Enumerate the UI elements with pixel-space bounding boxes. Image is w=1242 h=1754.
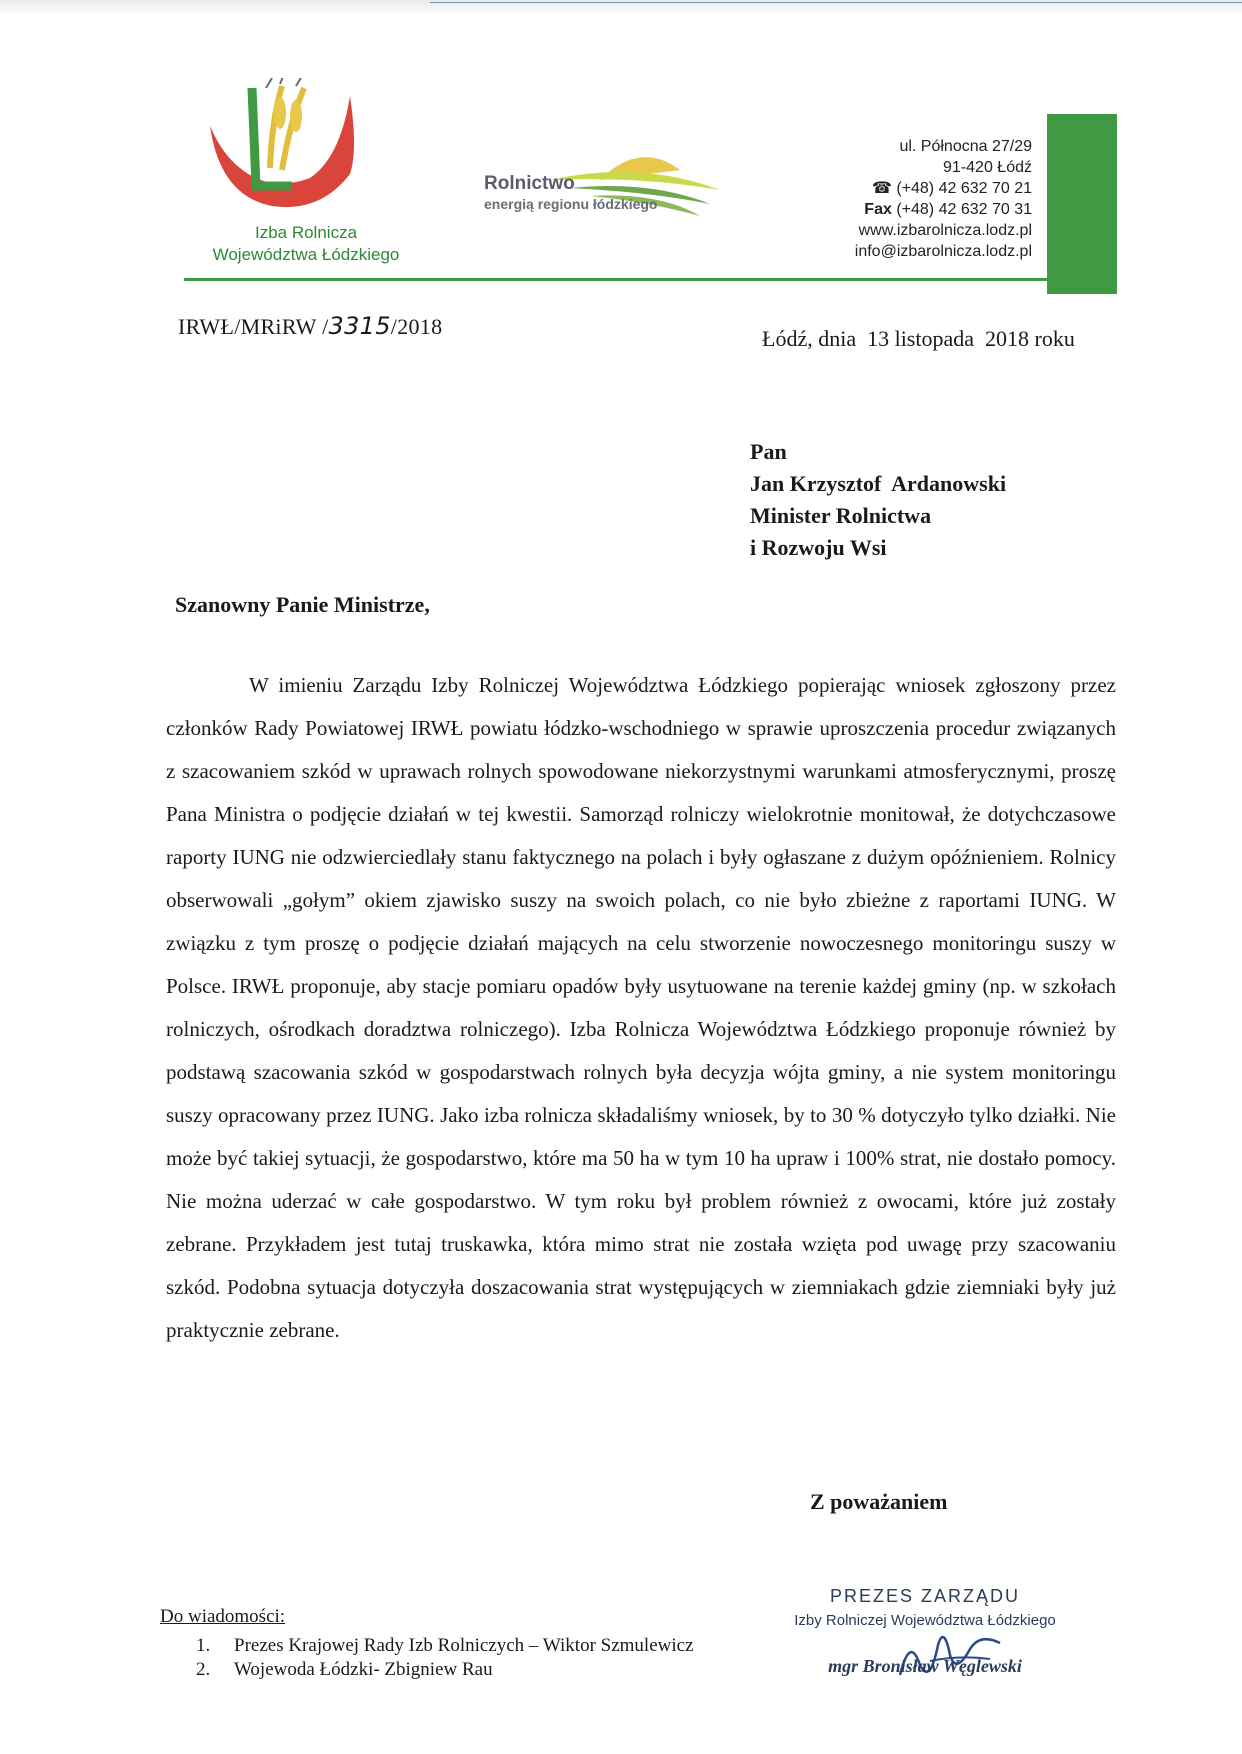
contact-street: ul. Północna 27/29 xyxy=(899,138,1032,155)
ref-handwritten-number: 3315 xyxy=(328,312,391,340)
cc-list xyxy=(196,1634,694,1682)
letter-body: W imieniu Zarządu Izby Rolniczej Województwa Łódzkiego popierając wniosek zgłoszony przez członków Rady Powiatowej IRWŁ powiatu łódzko-wschodniego w sprawie uproszczenia procedur związanych z szacowaniem szkód w uprawach rolnych spowodowane niekorzystnymi warunkami atmosferycznymi, proszę Pana Ministra o podjęcie działań w tej kwestii. Samorząd rolniczy wielokrotnie monitował, że dotychczasowe raporty IUNG nie odzwierciedlały stanu faktycznego na polach i były ogłaszane z dużym opóźnieniem. Rolnicy obserwowali „gołym” okiem zjawisko suszy na swoich polach, co nie było zbieżne z raportami IUNG. W związku z tym proszę o podjęcie działań mających na celu stworzenie nowoczesnego monitoringu suszy w Polsce. IRWŁ proponuje, aby stacje pomiaru opadów były usytuowane na terenie każdej gminy (np. w szkołach rolniczych, ośrodkach doradztwa rolniczego). Izba Rolnicza Województwa Łódzkiego proponuje również by podstawą szacowania szkód w gospodarstwach rolnych była decyzja wójta gminy, a nie system monitoringu suszy opracowany przez IUNG. Jako izba rolnicza składaliśmy wniosek, by to 30 % dotyczyło tylko działki. Nie może być takiej sytuacji, że gospodarstwo, które ma 50 ha w tym 10 ha upraw i 100% strat, nie dostało pomocy. Nie można uderzać w całe gospodarstwo. W tym roku był problem również z owocami, które już zostały zebrane. Przykładem jest tutaj truskawka, która mimo strat nie została wzięta pod uwagę przy szacowaniu szkód. Podobna sytuacja dotyczyła doszacowania strat występujących w ziemniakach gdzie ziemniaki były już praktycznie zebrane. xyxy=(166,673,1116,1342)
rolnictwo-subtitle: energią regionu łódzkiego xyxy=(484,196,658,212)
salutation: Szanowny Panie Ministrze, xyxy=(175,592,430,617)
letter-date: Łódź, dnia 13 listopada 2018 roku xyxy=(762,326,1075,351)
addressee-line4: i Rozwoju Wsi xyxy=(750,535,887,560)
contact-phone-row xyxy=(800,178,1032,199)
phone-icon: ☎ xyxy=(871,180,897,197)
contact-city: 91-420 Łódź xyxy=(943,159,1032,176)
cc-heading: Do wiadomości: xyxy=(160,1606,286,1627)
brand-green-bar xyxy=(1047,114,1117,294)
addressee-line1: Pan xyxy=(750,439,787,464)
cc-item-number: 2. xyxy=(196,1659,211,1680)
org-name-line1: Izba Rolnicza xyxy=(254,223,358,242)
cc-item xyxy=(196,1658,694,1682)
cc-item-text: Wojewoda Łódzki- Zbigniew Rau xyxy=(234,1659,493,1680)
signature-name: mgr Bronisław Węglewski xyxy=(828,1656,1022,1676)
ref-year: /2018 xyxy=(390,314,443,339)
fax-label: Fax xyxy=(864,201,892,218)
reference-number xyxy=(178,312,442,340)
cc-item-number: 1. xyxy=(196,1635,211,1656)
contact-block xyxy=(800,136,1032,262)
signature-org: Izby Rolniczej Województwa Łódzkiego xyxy=(794,1612,1056,1629)
signature-title: PREZES ZARZĄDU xyxy=(829,1586,1021,1606)
addressee-line3: Minister Rolnictwa xyxy=(750,503,932,528)
contact-email[interactable]: info@izbarolnicza.lodz.pl xyxy=(854,243,1032,260)
contact-fax: (+48) 42 632 70 31 xyxy=(896,201,1032,218)
scan-artifact-line xyxy=(430,2,1242,3)
cc-item xyxy=(196,1634,694,1658)
rolnictwo-title: Rolnictwo xyxy=(484,173,575,194)
contact-www[interactable]: www.izbarolnicza.lodz.pl xyxy=(858,222,1032,239)
org-name-line2: Województwa Łódzkiego xyxy=(212,245,400,264)
contact-phone: (+48) 42 632 70 21 xyxy=(896,180,1032,197)
addressee-line2: Jan Krzysztof Ardanowski xyxy=(750,471,1007,496)
org-name xyxy=(186,222,426,266)
addressee xyxy=(750,436,1006,564)
cc-item-text: Prezes Krajowej Rady Izb Rolniczych – Wiktor Szmulewicz xyxy=(234,1635,694,1656)
closing: Z poważaniem xyxy=(810,1489,948,1514)
header-divider xyxy=(184,278,1117,281)
ref-prefix: IRWŁ/MRiRW / xyxy=(178,314,329,339)
contact-fax-row xyxy=(800,199,1032,220)
